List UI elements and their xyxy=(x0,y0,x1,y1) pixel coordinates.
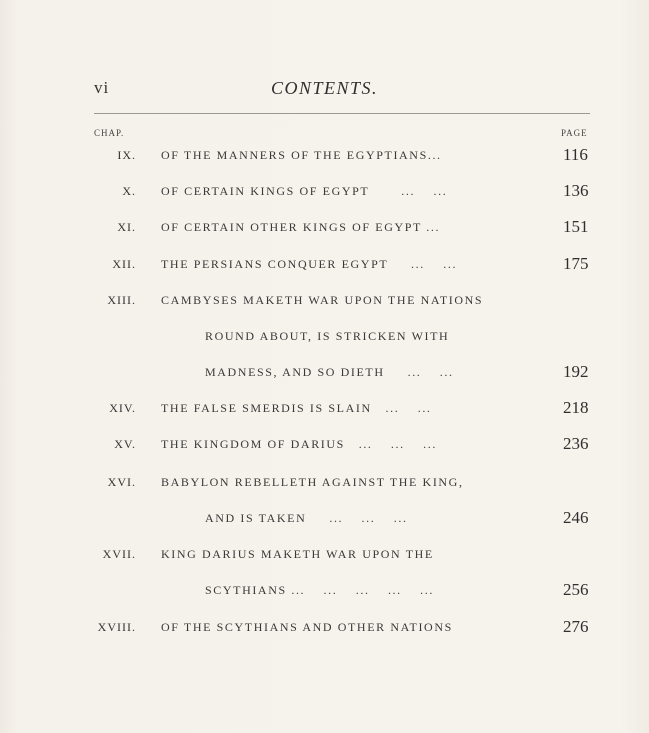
toc-entry-continuation xyxy=(0,326,649,348)
chapter-title: THE PERSIANS CONQUER EGYPT ... ... xyxy=(161,257,458,271)
running-title: CONTENTS. xyxy=(270,78,379,98)
toc-entry xyxy=(0,544,649,566)
chapter-title: OF THE SCYTHIANS AND OTHER NATIONS xyxy=(161,620,453,634)
chapter-numeral: XVIII. xyxy=(97,620,136,634)
chapter-numeral: IX. xyxy=(117,148,136,162)
page-number: 192 xyxy=(563,362,589,381)
page-number: 136 xyxy=(563,181,589,200)
toc-entry xyxy=(0,254,649,276)
chapter-title: OF CERTAIN OTHER KINGS OF EGYPT ... xyxy=(161,220,441,234)
page-number: 116 xyxy=(563,145,588,164)
page-number: 256 xyxy=(563,580,589,599)
chapter-numeral: XII. xyxy=(112,257,136,271)
running-head xyxy=(0,78,649,104)
chapter-title: BABYLON REBELLETH AGAINST THE KING, xyxy=(161,475,464,489)
chapter-numeral: X. xyxy=(122,184,136,198)
toc-entry-continuation xyxy=(0,508,649,530)
chap-column-head: CHAP. xyxy=(94,128,125,138)
toc-entry xyxy=(0,181,649,203)
chapter-numeral: XVI. xyxy=(107,475,136,489)
chapter-title: OF THE MANNERS OF THE EGYPTIANS... xyxy=(161,148,442,162)
chapter-title-continued: ROUND ABOUT, IS STRICKEN WITH xyxy=(205,329,450,343)
chapter-title: THE FALSE SMERDIS IS SLAIN ... ... xyxy=(161,401,432,415)
page-number: 151 xyxy=(563,217,589,236)
page-number: 236 xyxy=(563,434,589,453)
page-column-head: PAGE xyxy=(561,128,588,138)
chapter-numeral: XIV. xyxy=(109,401,136,415)
page-number: 175 xyxy=(563,254,589,273)
chapter-title: THE KINGDOM OF DARIUS ... ... ... xyxy=(161,437,437,451)
page-number: 246 xyxy=(563,508,589,527)
page-number: 276 xyxy=(563,617,589,636)
toc-entry xyxy=(0,617,649,639)
toc-entry xyxy=(0,290,649,312)
toc-entry xyxy=(0,434,649,456)
chapter-title: OF CERTAIN KINGS OF EGYPT ... ... xyxy=(161,184,448,198)
toc-entry xyxy=(0,217,649,239)
head-rule xyxy=(94,113,590,114)
page-number: 218 xyxy=(563,398,589,417)
toc-entry-continuation xyxy=(0,580,649,602)
chapter-title: KING DARIUS MAKETH WAR UPON THE xyxy=(161,547,434,561)
chapter-title-continued: AND IS TAKEN ... ... ... xyxy=(205,511,408,525)
toc-entry xyxy=(0,398,649,420)
chapter-numeral: XVII. xyxy=(102,547,136,561)
toc-entry-continuation xyxy=(0,362,649,384)
chapter-title-continued: SCYTHIANS ... ... ... ... ... xyxy=(205,583,434,597)
chapter-title: CAMBYSES MAKETH WAR UPON THE NATIONS xyxy=(161,293,484,307)
page-folio: vi xyxy=(94,78,110,97)
chapter-numeral: XIII. xyxy=(107,293,136,307)
chapter-numeral: XI. xyxy=(117,220,136,234)
toc-entry xyxy=(0,472,649,494)
chapter-title-continued: MADNESS, AND SO DIETH ... ... xyxy=(205,365,454,379)
toc-entry xyxy=(0,145,649,167)
chapter-numeral: XV. xyxy=(114,437,136,451)
